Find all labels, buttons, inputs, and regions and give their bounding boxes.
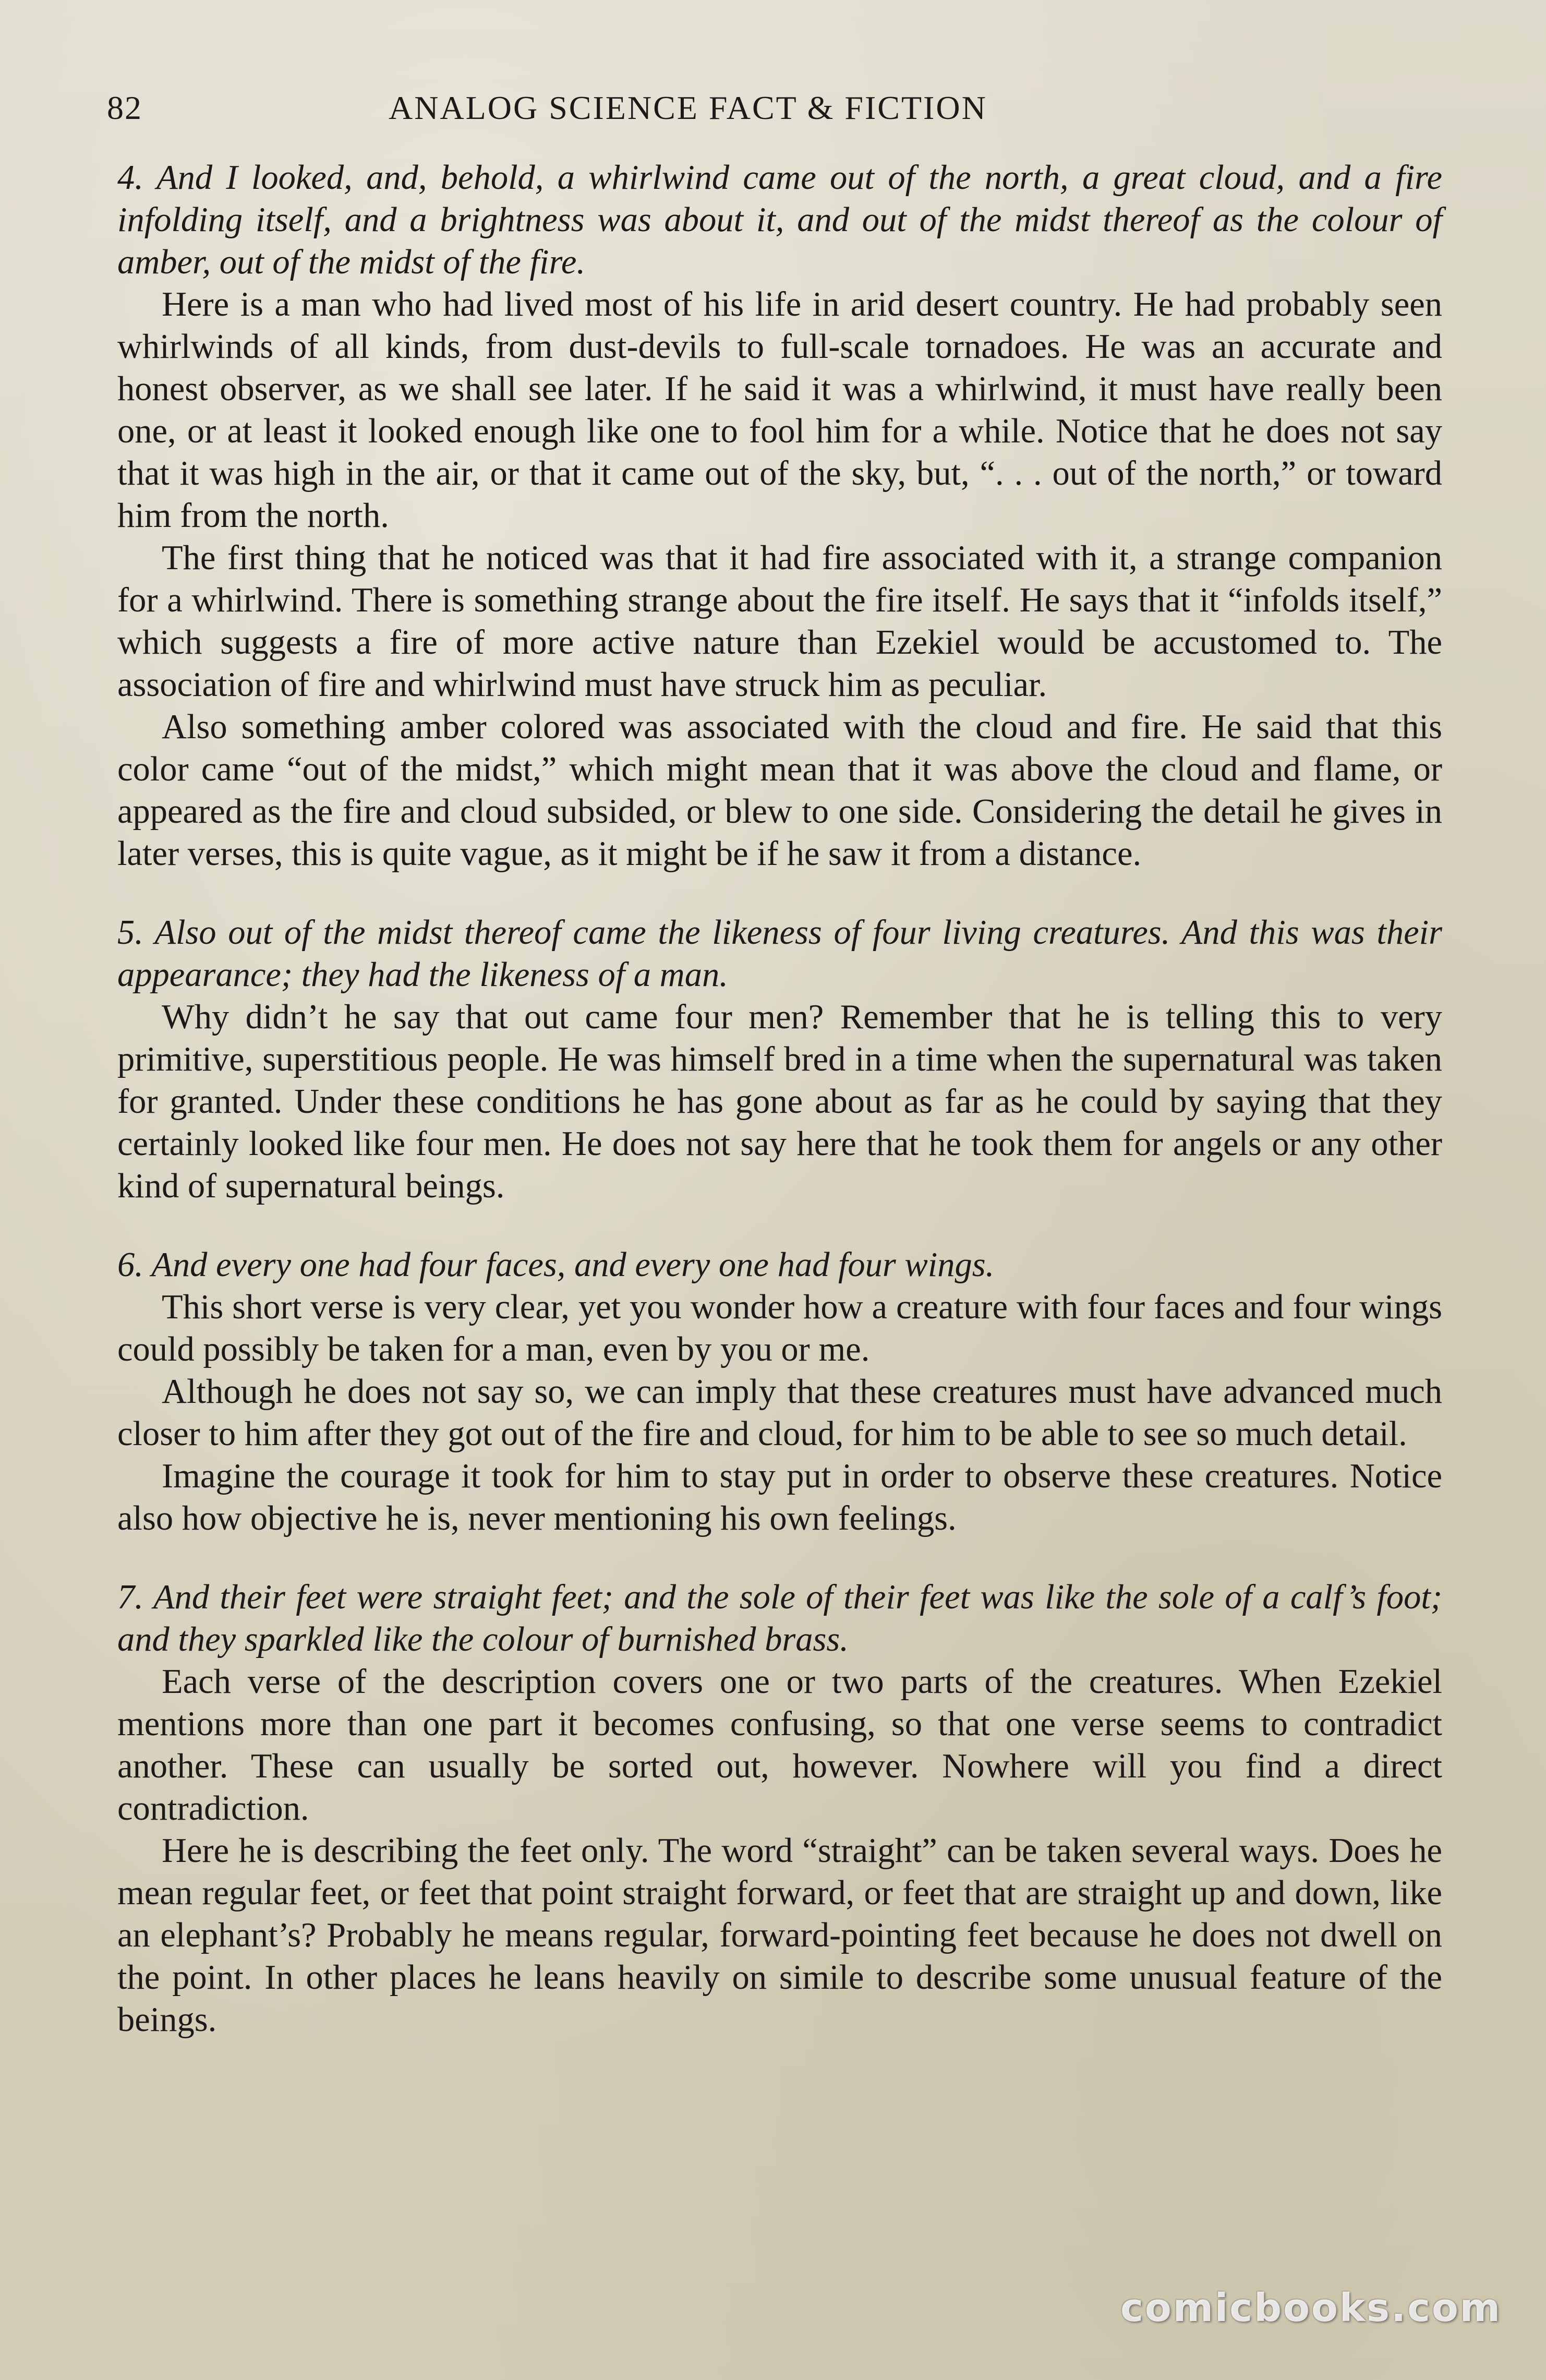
paragraph: Each verse of the description covers one or two parts of the creatures. When Ezekiel mentions more than one part it becomes confusing, so that one verse seems to contradict another. These can usually be sorted out, however. Nowhere will you find a direct contradiction. xyxy=(117,1663,1442,1828)
page-header xyxy=(107,89,1442,146)
paragraph: This short verse is very clear, yet you wonder how a creature with four faces and four wings could possibly be taken for a man, even by you or me. xyxy=(117,1288,1442,1368)
verse-quote: 6. And every one had four faces, and every one had four wings. xyxy=(117,1246,995,1284)
paragraph: Why didn’t he say that out came four men? Remember that he is telling this to very primitive, superstitious people. He was himself bred in a time when the supernatural was taken for granted. Under these conditions he has gone about as far as he could by saying that they certainly looked like four men. He does not say here that he took them for angels or any other kind of supernatural beings. xyxy=(117,998,1442,1205)
watermark-text: comicbooks.com xyxy=(1120,2286,1502,2330)
running-head: ANALOG SCIENCE FACT & FICTION xyxy=(389,89,987,126)
section-gap xyxy=(117,875,1442,911)
verse-quote: 4. And I looked, and, behold, a whirlwind came out of the north, a great cloud, and a fire infolding itself, and a brightness was about it, and out of the midst thereof as the colour of amber, out of the midst of the fire. xyxy=(117,159,1442,281)
paragraph: The first thing that he noticed was that it had fire associated with it, a strange companion for a whirlwind. There is something strange about the fire itself. He says that it “infolds itself,” which suggests a fire of more active nature than Ezekiel would be accustomed to. The association of fire and whirlwind must have struck him as peculiar. xyxy=(117,539,1442,704)
paragraph: Here he is describing the feet only. The word “straight” can be taken several ways. Does he mean regular feet, or feet that point straight forward, or feet that are straight up and down, like an elephant’s? Probably he means regular, forward-pointing feet because he does not dwell on the point. In other places he leans heavily on simile to describe some unusual feature of the beings. xyxy=(117,1832,1442,2039)
section-verse-5 xyxy=(117,911,1442,1207)
section-gap xyxy=(117,1540,1442,1576)
paragraph: Here is a man who had lived most of his life in arid desert country. He had probably seen whirlwinds of all kinds, from dust-devils to full-scale tornadoes. He was an accurate and honest observer, as we shall see later. If he said it was a whirlwind, it must have really been one, or at least it looked enough like one to fool him for a while. Notice that he does not say that it was high in the air, or that it came out of the sky, but, “. . . out of the north,” or toward him from the north. xyxy=(117,285,1442,535)
section-verse-7 xyxy=(117,1576,1442,2041)
body-text xyxy=(117,157,1442,2041)
paragraph: Although he does not say so, we can imply that these creatures must have advanced much closer to him after they got out of the fire and cloud, for him to be able to see so much detail. xyxy=(117,1373,1442,1453)
section-verse-6 xyxy=(117,1244,1442,1540)
section-gap xyxy=(117,1207,1442,1244)
verse-quote: 7. And their feet were straight feet; and the sole of their feet was like the sole of a calf’s foot; and they sparkled like the colour of burnished brass. xyxy=(117,1578,1442,1658)
verse-quote: 5. Also out of the midst thereof came the likeness of four living creatures. And this was their appearance; they had the likeness of a man. xyxy=(117,913,1442,994)
page-number: 82 xyxy=(107,89,142,126)
section-verse-4 xyxy=(117,157,1442,875)
paragraph: Also something amber colored was associated with the cloud and fire. He said that this color came “out of the midst,” which might mean that it was above the cloud and flame, or appeared as the fire and cloud subsided, or blew to one side. Considering the detail he gives in later verses, this is quite vague, as it might be if he saw it from a distance. xyxy=(117,708,1442,873)
paragraph: Imagine the courage it took for him to stay put in order to observe these creatures. Notice also how objective he is, never mentioning his own feelings. xyxy=(117,1457,1442,1537)
